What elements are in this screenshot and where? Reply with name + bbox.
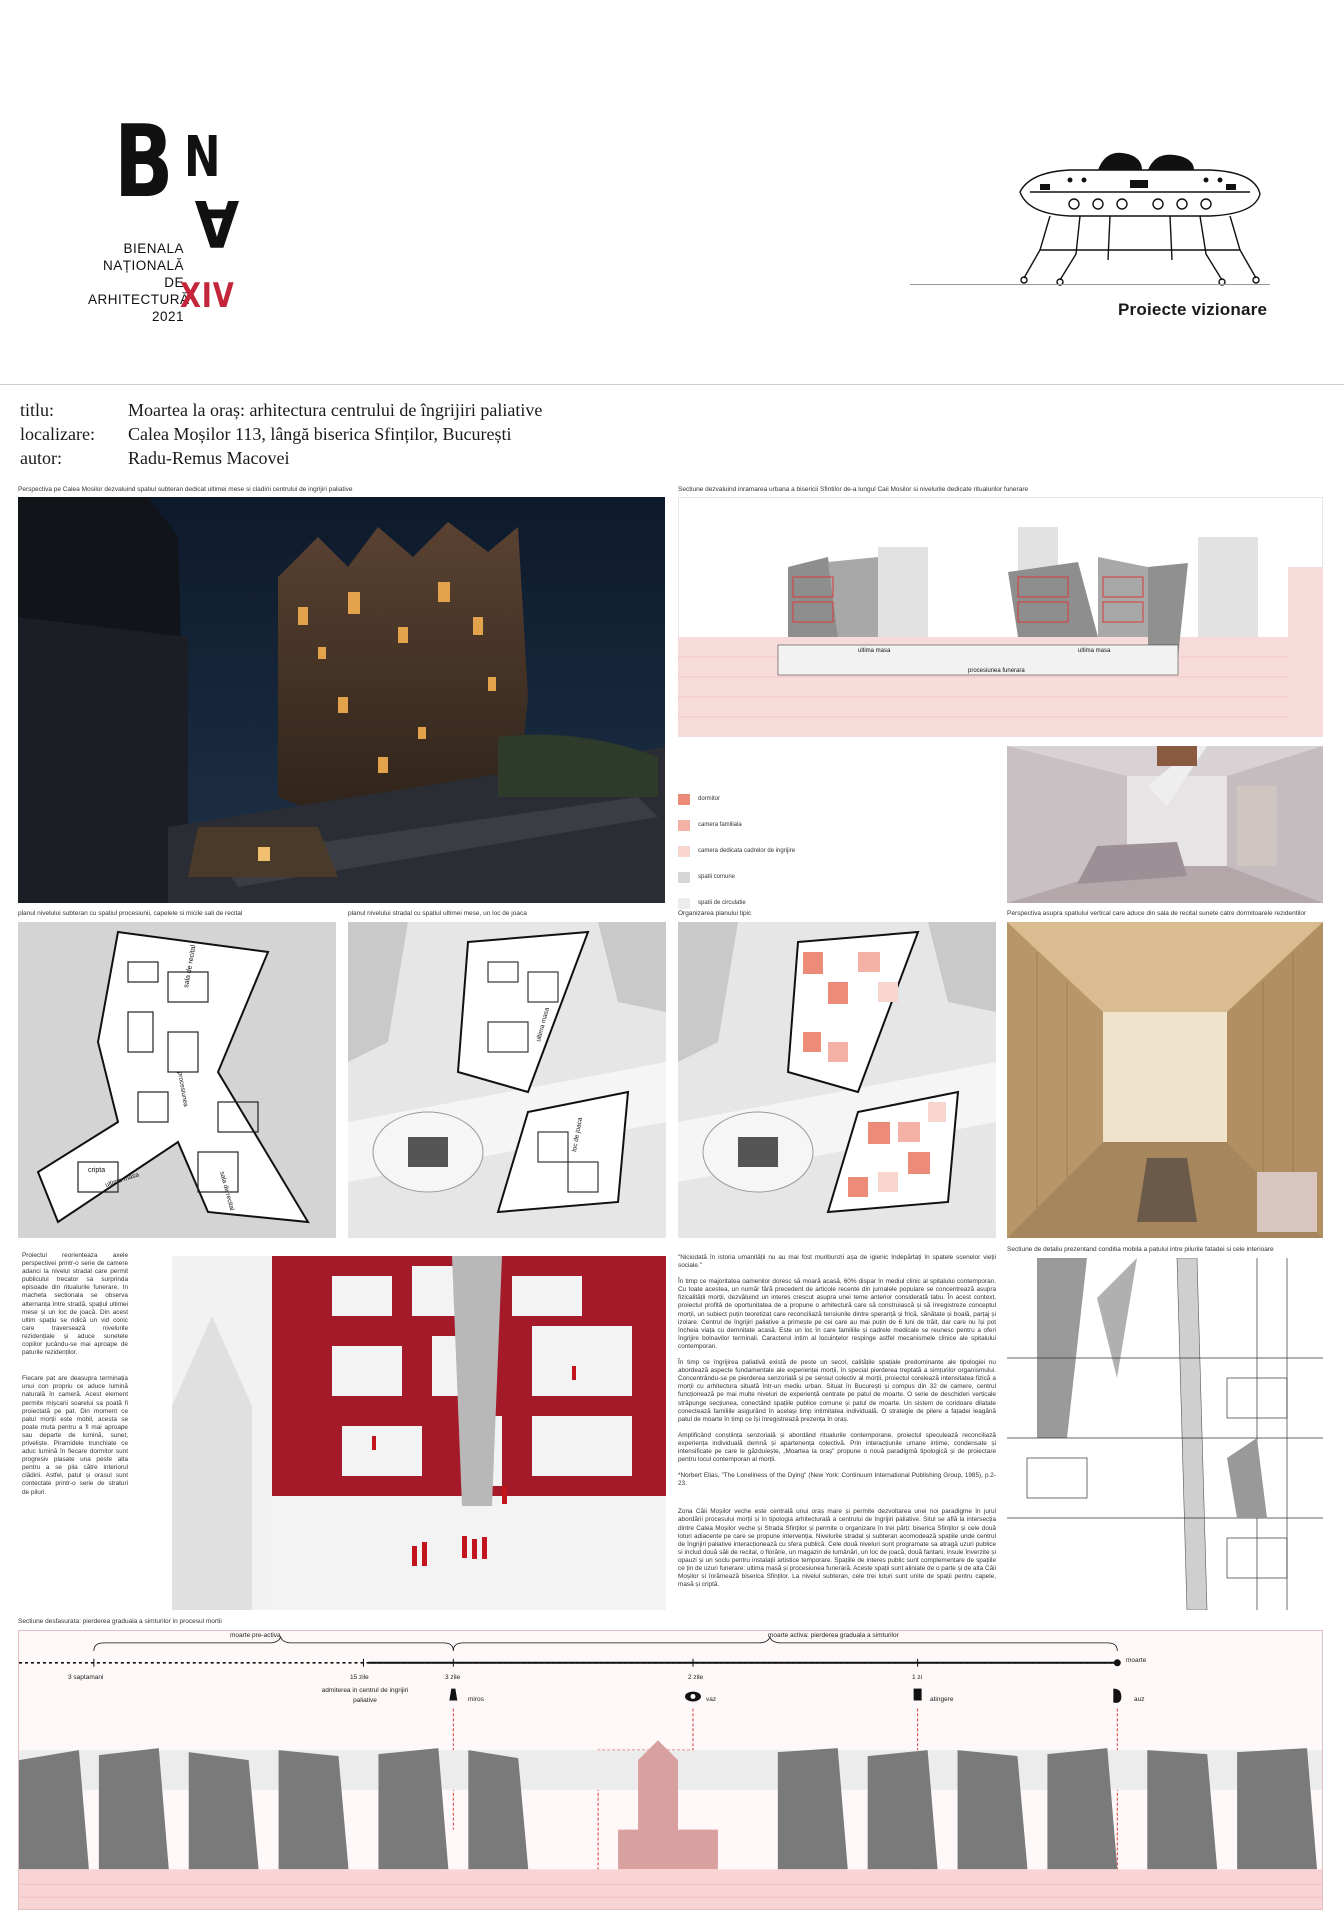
meta-key: autor: <box>20 448 62 468</box>
label-last-meal: ultima masa <box>104 1171 140 1189</box>
label-recital-hall: sala de recital <box>218 1170 236 1212</box>
logo-word: BIENALA <box>123 241 184 256</box>
label-last-meal: ultima masa <box>858 648 891 654</box>
underground-plan <box>18 922 336 1238</box>
project-meta <box>20 398 542 470</box>
label-procession: procesiunea <box>176 1071 190 1108</box>
meta-location <box>20 422 542 446</box>
logo-letter-b: B <box>114 103 174 220</box>
legend-label: dormitor <box>698 796 721 802</box>
text-mid-column <box>678 1254 996 1597</box>
paragraph: Proiectul reorienteaza axele perspectivei printr-o serie de camere adanci la nivelul stradal care permit publicului trecator sa surprinda episoade din ritualurile funerare. In macheta sectionala se observa alternanța între stradă, spațiul ultimei mese și un loc de joacă. Din acest ultim spațiu se ridică un vid conic care traversează nivelurile rezidențiale și aduce sunetele copiilor jucându-se mai aproape de paturile rezidenților. <box>22 1252 128 1357</box>
sense-sight-label: vaz <box>706 1696 717 1703</box>
caption-night-render: Perspectiva pe Calea Mosilor dezvaluind spatiul subteran dedicat ultimei mese si cladirii centrului de ingrijiri paliative <box>18 486 353 493</box>
paragraph: *Norbert Elias, "The Loneliness of the Dying" (New York: Continuum International Publishing Group, 1985), p.2-23. <box>678 1472 996 1488</box>
section-divider <box>910 284 1270 285</box>
section-title: Proiecte vizionare <box>1118 300 1268 319</box>
legend-item <box>678 864 798 890</box>
bna-logo <box>88 103 298 352</box>
visionary-machine-illustration <box>1010 150 1268 290</box>
caption-plan-underground: planul nivelului subteran cu spatiul procesiunii, capelele si micile sali de recital <box>18 910 243 917</box>
label-procession: procesiunea funerara <box>968 668 1025 674</box>
detail-section-drawing <box>1007 1258 1323 1610</box>
legend-swatch <box>678 872 690 883</box>
legend-item <box>678 838 798 864</box>
meta-value: Moartea la oraș: arhitectura centrului de îngrijiri paliative <box>128 400 543 420</box>
meta-value: Calea Moșilor 113, lângă biserica Sfinților, București <box>128 424 512 444</box>
logo-letter-a: A <box>194 185 240 259</box>
paragraph: În timp ce îngrijirea paliativă există de peste un secol, calitățile spațiale predominante ale tipologiei nu abordează aspecte fundamentale ale experienței morții, în special pierderea treptată a simțurilor organismului. Concentrându-se pe pierderea senzorială și pe sensul colectiv al morții, proiectul corelează intensitatea fizică a morții cu arhitectura situată într-un mediu urban. Situat în București și compus din 32 de camere, centrul funcționează pe mai multe niveluri de experiență centrate pe patul de moarte. O serie de deschideri verticale străpunge secțiunea, conectând spațiile publice comune și patul de moarte. Un sistem de coridoare dilatate conectează familiile asigurând în același timp intimitatea individuală. O strategie de pilere a fațadei leagănă patul de moarte în timp ce își înregistrează prezența în oraș. <box>678 1359 996 1423</box>
paragraph: Zona Căii Moșilor veche este centrală unui oraș mare și permite dezvoltarea unei noi paradigme în jurul abordării procesului morții și în tipologia arhitecturală a centrului de îngrijiri paliative. Situl se află la intersecția dintre Calea Moșilor veche și Strada Sfinților și permite o organizare în trei părți: biserica Sfinților și cele două loturi adiacente pe care se propune intervenția. Nivelurile stradal și subteran acomodează spațiile unde centrul de îngrijiri paliative interacționează cu sfera publică. Cele două niveluri sunt programate sa atragă uzuri publice si includ două săli de recital, o florărie, un magazin de lumânări, un loc de joacă, două fantani, insule înverzite și opauzi și un soclu pentru instalații artistice temporare. Spațiile de interes public sunt complementare de spațiile ce țin de uzuri funerare: ultima masă și procesiunea funerară. Aceste spații sunt aliniate de o parte și de alta Căii Moșilor si înrămează biserica Sfinților. La nivelul subteran, cele trei loturi sunt unite de spații pentru capele, masă și criptă. <box>678 1508 996 1589</box>
sense-smell-label: miros <box>468 1696 484 1703</box>
caption-timeline: Sectiune desfasurata: pierderea graduala a simturilor in procesul mortii <box>18 1618 222 1625</box>
logo-word: 2021 <box>151 309 184 324</box>
timeline-mark-sub: admiterea in centrul de ingrijiri paliative <box>321 1687 409 1704</box>
paragraph: Fiecare pat are deasupra terminația unui con propriu ce aduce lumină naturală în cameră. Acest element permite mișcarii soarelui sa poată fi proiectată pe pat. Din moment ce patul morții este mobil, acesta se poate muta pentru a fi mai aproape sau departe de lumină, sunet, priveliște. Piramidele trunchiate ce aduc lumină în fiecare dormitor sunt progresiv plasate una peste alta pentru a se pila către interiorul clădirii. Astfel, patul și orasul sunt contectate printr-o serie de straturi de piluri. <box>22 1375 128 1496</box>
timeline-end-label: moarte <box>1126 1657 1147 1664</box>
plan-legend <box>678 786 798 916</box>
meta-author <box>20 446 542 470</box>
meta-key: localizare: <box>20 424 95 444</box>
timeline-mark: 1 zi <box>912 1674 923 1681</box>
legend-item <box>678 812 798 838</box>
text-left-column <box>22 1252 128 1505</box>
paragraph: În timp ce majoritatea oamenilor doresc să moară acasă, 60% dispar în mediul clinic al spitalului contemporan. Cu toate acestea, un număr fără precedent de articole recente din jurnalele populare se concentrează asupra fizicalității morții, dezvăluind un interes crescut asupra unei teme anterior considerată tabu. În acest context, proiectul profită de oportunitatea de a propune o arhitectură care să construiască și să înregistreze conceptul morții, un subiect puțin teoretizat care reconciliază tensiunile dintre speranță și frică, sănătate și boală, parțaj și izolare. Centrul de îngrijiri paliative a primește pe cei care au mai puțin de 6 luni de trăit, dar care nu își pot încheia viața cu demnitate acasă. Este un loc în care familiile și cadrele medicale se reunesc pentru a oferi îngrijire bolnavilor terminali. Caracterul intim al locuințelor respinge astfel mecanismele clinice ale spitalului contemporan. <box>678 1278 996 1350</box>
legend-item <box>678 786 798 812</box>
meta-value: Radu-Remus Macovei <box>128 448 290 468</box>
logo-word: DE <box>164 275 184 290</box>
caption-vertical-space: Perspectiva asupra spatiului vertical care aduce din sala de recital sunete catre dormitoarele rezidentilor <box>1007 910 1307 917</box>
paragraph: "Niciodată în istoria umanității nu au mai fost muribunzii așa de igienic îndepărtați în spatele scenelor vieții sociale." <box>678 1254 996 1270</box>
meta-key: titlu: <box>20 400 55 420</box>
logo-edition: XIV <box>180 276 235 316</box>
urban-section-drawing <box>678 497 1323 737</box>
street-plan <box>348 922 666 1238</box>
logo-letter-n: N <box>184 125 221 190</box>
legend-label: camera familiala <box>698 822 742 828</box>
label-crypt: cripta <box>88 1167 106 1174</box>
label-last-meal: ultima masa <box>535 1006 552 1043</box>
sense-hearing-label: auz <box>1134 1696 1145 1703</box>
paragraph: Amplificând conștiința senzorială și abordând ritualurile contemporane, proiectul speculează reconciliază experiența individuală demnă și apartenența colectivă. Prin interacțiunile umane intime, condensate și intensificate pe care le găzduiește, „Moartea la oraș" propune o nouă paradigmă tipologică și de proiectare pentru locul contemporan al morții. <box>678 1431 996 1464</box>
meta-title <box>20 398 542 422</box>
typical-plan <box>678 922 996 1238</box>
legend-label: camera dedicata cadrelor de ingrijire <box>698 848 796 854</box>
legend-swatch <box>678 846 690 857</box>
logo-words <box>88 240 190 325</box>
caption-detail-section: Sectiune de detaliu prezentand conditia mobila a patului intre pilurile fatadei si cele interioare <box>1007 1246 1274 1253</box>
sense-touch-label: atingere <box>930 1696 954 1703</box>
legend-swatch <box>678 794 690 805</box>
legend-swatch <box>678 898 690 909</box>
legend-label: spatii de circulatie <box>698 900 746 906</box>
logo-word: NAȚIONALĂ <box>102 258 184 273</box>
label-recital-hall: sala de recital <box>183 944 198 989</box>
vertical-space-render <box>1007 922 1323 1238</box>
logo-word: ARHITECTURĂ <box>88 292 190 307</box>
phase-active-label: moarte activa: pierderea graduala a simturilor <box>768 1632 899 1639</box>
timeline-mark: 2 zile <box>688 1674 704 1681</box>
timeline-panel <box>18 1630 1323 1910</box>
header-rule <box>0 384 1344 385</box>
label-playground: loc de joaca <box>571 1116 584 1153</box>
legend-swatch <box>678 820 690 831</box>
timeline-mark: 3 zile <box>445 1674 461 1681</box>
phase-preactive-label: moarte pre-activa <box>230 1632 281 1639</box>
sectional-model-photo <box>172 1256 666 1610</box>
caption-plan-street: planul nivelului stradal cu spatiul ultimei mese, un loc de joaca <box>348 910 527 917</box>
timeline-mark: 3 saptamani <box>68 1674 104 1681</box>
timeline-mark: 15 zile <box>350 1674 369 1681</box>
bedroom-render-image <box>1007 746 1323 903</box>
night-render-image <box>18 497 665 903</box>
label-last-meal: ultima masa <box>1078 648 1111 654</box>
caption-plan-typical: Organizarea planului tipic <box>678 910 752 917</box>
caption-section-urban: Sectiune dezvaluind inramarea urbana a bisericii Sfintilor de-a lungul Caii Mosilor si nivelurile dedicate ritualurilor funerare <box>678 486 1029 493</box>
legend-label: spatii comune <box>698 874 736 880</box>
